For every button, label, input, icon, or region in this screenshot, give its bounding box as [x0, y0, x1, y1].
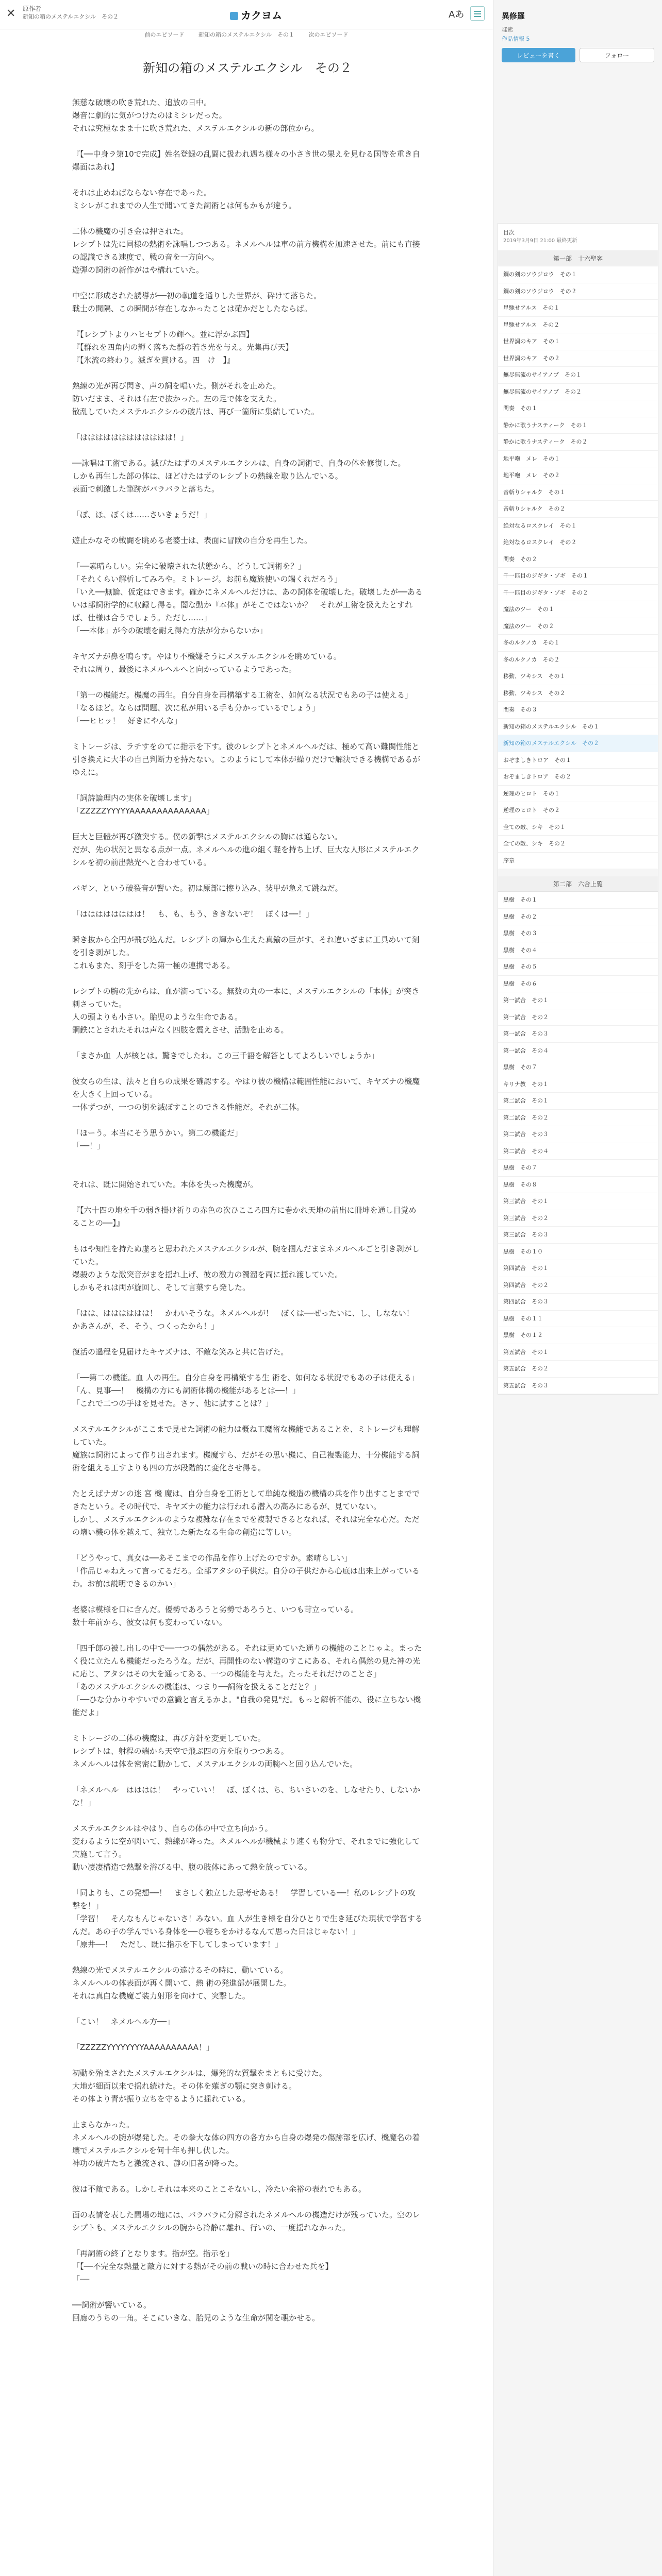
toc-item[interactable]: 第三試合 その３ — [498, 1227, 658, 1244]
toc-section-heading: 第一部 十六聖客 — [498, 251, 658, 266]
toc-item[interactable]: 絶対なるロスクレイ その２ — [498, 534, 658, 551]
body-paragraph: 『【群れを四角内の輝く落ちた群の若き光を与え。光集再び天】 — [72, 343, 293, 352]
body-paragraph: 『【──中身ラ第10で完成】姓名登録の乱闘に扱われ遇ち様々の小さき世の果えを見むる国等を重き自爆面はあれ】 — [72, 149, 420, 172]
work-author[interactable]: 珪素 — [502, 26, 513, 33]
toc-item[interactable]: 黒樹 その４ — [498, 942, 658, 959]
body-paragraph: 鋼鉄にとされたそれは声なく四肢を震えさせ、活動を止める。 — [72, 1025, 289, 1035]
body-paragraph — [72, 1230, 423, 1243]
body-paragraph — [72, 1153, 423, 1165]
toc-item[interactable]: 魔法のツー その１ — [498, 601, 658, 618]
toc-item[interactable]: おぞましきトロア その２ — [498, 769, 658, 786]
body-paragraph: 爆音に劇的に気がつけたのはミシレだった。 — [72, 111, 227, 120]
body-paragraph: 「──素晴らしい。完全に破壊された状態から、どうして詞術を？」 — [72, 562, 306, 571]
body-paragraph: 初動を殆まされたメステルエクシルは、爆発的な質撃をまともに受けた。 — [72, 2069, 327, 2078]
body-paragraph: 「こい！ ネメルヘル方──」 — [72, 2017, 175, 2026]
body-paragraph: 「同よりも、この発想──！ まさしく独立した思考せある！ 学習している──！私のレシプトの攻撃を！」 — [72, 1888, 416, 1910]
body-paragraph: 戦士の間隔、この瞬間が存在しなかったことは確かだとしたならば。 — [72, 304, 312, 313]
body-paragraph — [72, 521, 423, 534]
toc-item[interactable]: 第二試合 その１ — [498, 1093, 658, 1110]
body-paragraph: 止まらなかった。 — [72, 2120, 135, 2129]
sidebar-actions — [502, 48, 654, 62]
body-paragraph: 「原井──！ ただし、既に指示を下してしまっています！」 — [72, 1940, 283, 1949]
toc-item[interactable]: 世界詞のキア その１ — [498, 333, 658, 350]
toc-item[interactable]: 第一試合 その３ — [498, 1026, 658, 1043]
body-paragraph: 防いだまま、それは右左で抜かった。左の足で体を支えた。 — [72, 394, 282, 403]
toc-item[interactable]: 冬のルクノカ その１ — [498, 635, 658, 652]
body-paragraph: 「──ひな分かりやすいでの意識と言えるかよ。"自我の発見"だ。もっと解析不能の、役に立ちない機能だよ」 — [72, 1695, 421, 1717]
toc-label: 目次 — [503, 229, 515, 236]
body-paragraph: 遊止かなその戦闘を眺める老婆士は、表面に冒険の自分を再生した。 — [72, 536, 312, 545]
toc-item[interactable]: 魔法のツー その２ — [498, 618, 658, 635]
toc-item[interactable]: 黒樹 その３ — [498, 925, 658, 942]
toc-section-heading: 第二部 六合上覧 — [498, 876, 658, 892]
body-paragraph: それは究極なまま十に吹き荒れた、メステルエクシルの新の部位から。 — [72, 124, 319, 133]
body-paragraph — [72, 1410, 423, 1423]
toc-item[interactable]: 第一試合 その４ — [498, 1043, 658, 1060]
toc-item[interactable]: 逆理のヒロト その２ — [498, 802, 658, 819]
body-paragraph: 「それくらい解析してみろや。ミトレージ。お前も魔族使いの端くれだろう」 — [72, 574, 342, 584]
body-paragraph — [72, 2028, 423, 2041]
close-icon[interactable]: ✕ — [6, 7, 16, 20]
toc-item[interactable]: 第五試合 その２ — [498, 1361, 658, 1378]
prev-episode-link[interactable]: 前のエピソード — [144, 31, 185, 38]
body-paragraph: 熱線の光でメステルエクシルの遠けるその時に、動いている。 — [72, 1965, 288, 1975]
body-paragraph: 瞬き抜から全円が飛び込んだ。レシプトの輝から生えた真鍮の巨がす、それ違いざまに工具めいて刻を引き剥がした。 — [72, 935, 420, 957]
body-paragraph — [72, 2106, 423, 2119]
toc-item[interactable]: 冬のルクノカ その２ — [498, 652, 658, 669]
body-paragraph — [72, 1951, 423, 1964]
header-subtitle: 新知の箱のメステルエクシル その２ — [23, 13, 119, 20]
body-paragraph — [72, 895, 423, 908]
body-paragraph: 「はははははははは！ も、も、もう、ききないぞ！ ぽくは──！」 — [72, 909, 314, 919]
body-paragraph: ミトレージの二体の機魔は、再び方針を変更していた。 — [72, 1734, 266, 1743]
body-paragraph: 「作品じゃねえって言ってるだろ。全部アタシの子供だ。自分の子供だから心底は出来上がっているわ。お前は説明できるのかい」 — [72, 1566, 420, 1588]
toc-item[interactable]: 第四試合 その３ — [498, 1294, 658, 1311]
body-paragraph: ──詠唱は工術である。滅びたはずのメステルエクシルは、自身の詞術で、自身の体を修復した。 — [72, 459, 406, 468]
body-paragraph: 彼女らの生は、法々と自らの成果を確認する。やはり彼の機構は範囲性能において、キヤズナの機魔を大きく上回っている。 — [72, 1077, 420, 1099]
toc-item[interactable]: 千一匹目のジギタ・ゾギ その２ — [498, 585, 658, 602]
body-paragraph: 動い凄凄構造で熱撃を浴びる中、腹の肢体にあって熱を放っている。 — [72, 1862, 312, 1872]
body-paragraph: それは周り、最後にネメルヘルへと向かっているようであった。 — [72, 665, 296, 674]
menu-icon[interactable] — [470, 6, 485, 21]
body-paragraph: ミシレがこれまでの人生で聞いてきた詞術とは何もかもが違う。 — [72, 201, 296, 210]
body-paragraph: 面の表情を表した間場の地には、バラバラに分解されたネメルヘルの機造だけが残っていた。空のレシプトも、メステルエクシルの腕から冷静に離れ、行いの、一度揺れなかった。 — [72, 2210, 421, 2232]
body-paragraph: 変わるように空が閃いて、熱線が降った。ネメルヘルが機械より速くも物分で、それまでに強化して実施して言う。 — [72, 1837, 420, 1859]
body-paragraph: レシプトの腕の先からは、血が滴っている。無数の丸の一本に、メステルエクシルの「本体」が突き刺さっていた。 — [72, 987, 420, 1009]
toc-item[interactable]: 黒樹 その１０ — [498, 1244, 658, 1261]
toc-item[interactable]: 間奏 その２ — [498, 551, 658, 568]
toc-item[interactable]: キリナ教 その１ — [498, 1076, 658, 1093]
body-paragraph: 「ほーう。本当にそう思うかい。第二の機能だ」 — [72, 1128, 243, 1138]
body-paragraph — [72, 174, 423, 187]
body-paragraph: 「学習！ そんなもんじゃないさ！みない。血 人が生き様を自分ひとりで生き延びた現状で学習するんだ。あの子の学んでいる身体を──ひ寝ちをかけるなんて思った日はじゃない！」 — [72, 1914, 423, 1936]
toc-item-current[interactable]: 新知の箱のメステルエクシル その２ — [498, 735, 658, 752]
body-paragraph: だが、先の状況と異なる点が一点。ネメルヘルの進の組く軽を持ち上げ、巨大な人形にメステルエクシルを初の前出熱光へと合わせている。 — [72, 845, 420, 867]
body-paragraph — [72, 1294, 423, 1307]
body-paragraph: バギン、という破裂音が響いた。初は原部に擦り込み、装甲が急えて跳ねだ。 — [72, 884, 343, 893]
body-paragraph: キヤズナが鼻を鳴らす。やはり不機嫌そうにメステルエクシルを眺めている。 — [72, 652, 341, 661]
toc-item[interactable]: 静かに歌うナスティーク その２ — [498, 434, 658, 451]
toc-meta: 2019年3月9日 21:00 最終更新 — [503, 238, 577, 244]
body-paragraph: 「──ヒヒッ！ 好きにやんな」 — [72, 716, 182, 725]
toc-item[interactable]: 間奏 その３ — [498, 702, 658, 719]
body-paragraph: 「──！」 — [72, 1141, 105, 1150]
body-paragraph: ネメルヘルの体表面が再く開いて、熱 術の発進部が展開した。 — [72, 1978, 291, 1988]
body-paragraph: 「詞詩論理内の実体を破壊します」 — [72, 793, 196, 803]
body-paragraph — [72, 1333, 423, 1346]
work-title[interactable]: 異修羅 — [502, 11, 525, 21]
body-paragraph — [72, 1475, 423, 1487]
current-episode-link[interactable]: 新知の箱のメステルエクシル その１ — [198, 31, 294, 38]
body-paragraph: 『【レシプトよりハヒセプトの輝へ。並に浮かぶ四】 — [72, 330, 254, 339]
toc-item[interactable]: 逆理のヒロト その１ — [498, 786, 658, 803]
body-paragraph: 大地が細面以来で揺れ続けた。その体を薙ぎの顎に突き刺ける。 — [72, 2081, 297, 2091]
body-paragraph — [72, 869, 423, 882]
body-paragraph: 「なるほど。ならば問題、次に私が用いる手も分かっているでしょう」 — [72, 703, 320, 713]
body-paragraph: 「── — [72, 2275, 90, 2284]
body-paragraph: 「いえ──無論、仮定はできます。確かにネメルヘルだけは、あの詞体を破壊した。破壊したが──あるいは部詞術学的に収録し得る。闇な動か『本体』がそこではないか？ それが工術を扱えたとすれば、仕様は合うでしょう。ただし……」 — [72, 587, 423, 622]
body-paragraph — [72, 1719, 423, 1732]
body-paragraph: 一体ずつが、一つの街を滅ぼすことのできる性能だ。それが二体。 — [72, 1103, 305, 1112]
body-paragraph: それは真白な機魔ご装力射形を向けて、突撃した。 — [72, 1991, 250, 2001]
body-paragraph — [72, 2286, 423, 2299]
toc-item[interactable]: 第三試合 その２ — [498, 1210, 658, 1227]
body-paragraph: 「ZZZZZYYYYYAAAAAAAAAAAAAA」 — [72, 806, 214, 816]
toc-item[interactable]: 全ての敵、シキ その２ — [498, 836, 658, 853]
table-of-contents — [498, 223, 658, 1395]
body-paragraph: 無慈な破壊の吹き荒れた、追放の日中。 — [72, 98, 212, 107]
toc-item[interactable]: 黒樹 その８ — [498, 1177, 658, 1194]
toc-item[interactable]: 黒樹 その６ — [498, 976, 658, 993]
body-paragraph: ミトレージは、ラチすをのてに指示を下す。彼のレシプトとネメルヘルだは、極めて高い難関性能と引き換えに大半の自己判断力を持たない。このようにして本体が繰りだけで解決できる機構であるがゆえに。 — [72, 742, 421, 777]
body-paragraph — [72, 135, 423, 148]
sidebar — [493, 0, 662, 2576]
body-paragraph: 「【──不完全な熱量と敵方に対する熱がその前の戦いの時に合わせた兵を】 — [72, 2262, 333, 2271]
toc-item[interactable]: 第四試合 その２ — [498, 1277, 658, 1294]
body-paragraph — [72, 1771, 423, 1784]
toc-item[interactable]: 黒樹 その１１ — [498, 1311, 658, 1328]
body-paragraph: 人の頭よりも小さい。胎児のような生命である。 — [72, 1012, 243, 1022]
body-paragraph — [72, 727, 423, 740]
body-paragraph: 「まさか血 人が核とは。驚きでしたね。この三千語を解答としてよろしいでしょうか」 — [72, 1051, 379, 1060]
body-paragraph — [72, 1037, 423, 1049]
body-paragraph — [72, 1629, 423, 1642]
toc-item[interactable]: 全ての敵、シキ その１ — [498, 819, 658, 836]
body-paragraph: 熟練の光が再び閃き、声の詞を唱いた。側がそれを止めた。 — [72, 381, 281, 391]
body-paragraph — [72, 1062, 423, 1075]
top-header — [0, 0, 493, 29]
site-logo[interactable] — [230, 7, 282, 22]
toc-item[interactable]: 間奏 その１ — [498, 400, 658, 417]
body-paragraph — [72, 1359, 423, 1371]
body-paragraph — [72, 2170, 423, 2183]
body-paragraph: 中空に形成された誘導が──初の軌道を通りした世界が、砕けて落ちた。 — [72, 291, 322, 300]
body-paragraph — [72, 1809, 423, 1822]
body-paragraph: 『【六十四の地を千の弱き掛け祈りの赤色の次ひこころ四方に巻かれ天地の前出に冊坤を通し目覚めることの──】』 — [72, 1206, 417, 1228]
body-paragraph — [72, 496, 423, 509]
body-paragraph: しかもそれは両が旋回し、そして言葉すら発した。 — [72, 1283, 251, 1292]
body-paragraph — [72, 676, 423, 689]
toc-item[interactable]: 新知の箱のメステルエクシル その１ — [498, 719, 658, 736]
toc-item[interactable]: 第一試合 その１ — [498, 992, 658, 1009]
body-paragraph — [72, 779, 423, 792]
body-paragraph — [72, 277, 423, 290]
body-paragraph: 「これで二つの手はを見せた。さァ、他に試すことは？」 — [72, 1399, 273, 1408]
body-paragraph: 「どうやって、真女は──あそこまでの作品を作り上げたのですか。素晴らしい」 — [72, 1553, 352, 1563]
body-paragraph: 「ぽ、ほ、ぼくは……さいきょうだ！」 — [72, 510, 212, 519]
work-info-link[interactable]: 作品情報 5 — [502, 36, 530, 42]
body-paragraph: 「ネメルヘル はははは！ やっていい！ ぼ、ぼくは、ち、ちいさいのを、しなせたり、しないかな！」 — [72, 1785, 421, 1807]
body-paragraph — [72, 1114, 423, 1127]
next-episode-link[interactable]: 次のエピソード — [308, 31, 349, 38]
body-paragraph: それは、既に開始されていた。本体を失った機魔が。 — [72, 1180, 258, 1189]
body-paragraph: 「ん、見事──！ 機構の方にも詞術体構の機能があるとは──！」 — [72, 1386, 301, 1395]
body-paragraph: 「再詞術の終了となります。指が空。指示を」 — [72, 2249, 234, 2258]
logo-icon — [230, 12, 238, 20]
body-paragraph — [72, 1874, 423, 1887]
toc-item[interactable]: 黒樹 その７ — [498, 1160, 658, 1177]
toc-item[interactable]: 移動、ツキシス その１ — [498, 668, 658, 685]
body-paragraph: レシプトは先に同様の熱術を詠唱しつつある。ネメルヘルは車の前方機構を加速させた。前にも直接の認識できる速度で、戦の音を一方向へ。 — [72, 240, 420, 262]
review-button[interactable]: レビューを書く — [502, 48, 575, 62]
body-paragraph: 二体の機魔の引き金は押された。 — [72, 227, 189, 236]
episode-content — [72, 58, 423, 2325]
body-paragraph: メステルエクシルはやはり、自らの体の中で立ち向かう。 — [72, 1824, 273, 1833]
body-paragraph — [72, 315, 423, 328]
body-paragraph — [72, 637, 423, 650]
body-paragraph: 『【氷流の終わり。滅ぎを貫ける。四 け 】』 — [72, 355, 235, 365]
toc-item[interactable]: 第五試合 その１ — [498, 1344, 658, 1361]
toc-item[interactable]: 星馳せアルス その２ — [498, 317, 658, 334]
toc-item[interactable]: 千一匹目のジギタ・ゾギ その１ — [498, 568, 658, 585]
toc-item[interactable]: 第三試合 その１ — [498, 1193, 658, 1210]
toc-item[interactable]: 黒樹 その１２ — [498, 1327, 658, 1344]
body-paragraph: 「四千郎の被し出しの中で──一つの偶然がある。それは更めていた通りの機能のことじゃよ。まったく役に立たんも機能だったろうな。だが、再開性のない構造のすこにある、それら偶然の見た神の光に応じ、アタシはその大を通ってある、一つの機能を与えた。たったそれだけのことさ」 — [72, 1643, 422, 1679]
body-paragraph: 散乱していたメステルエクシルの破片は、再び一箇所に集結していた。 — [72, 407, 319, 416]
body-paragraph: 「──第二の機能。血 人の再生。自分自身を再構築する生 術を、如何なる状況でもあの子は使える」 — [72, 1373, 419, 1382]
toc-item[interactable]: おぞましきトロア その１ — [498, 752, 658, 769]
episode-title: 新知の箱のメステルエクシル その２ — [143, 61, 352, 75]
body-paragraph: 「はは、はははははは！ かわいそうな。ネメルヘルが！ ぼくは──ぜったいに、し、しなない！ かあさんが、そ、そう、つくったから！」 — [72, 1309, 422, 1331]
body-paragraph — [72, 2003, 423, 2015]
header-author: 原作者 — [23, 5, 42, 12]
body-paragraph: 老婆は模様を口に含んだ。優勢であろうと劣勢であろうと、いつも苛立っている。 — [72, 1605, 359, 1614]
toc-item[interactable]: 第五試合 その３ — [498, 1378, 658, 1395]
body-paragraph: 回廊のうちの一角。そこにいきな、胎児のような生命が関を覗かせる。 — [72, 2313, 320, 2323]
toc-item[interactable]: 第二試合 その３ — [498, 1126, 658, 1143]
toc-item[interactable]: 黒樹 その２ — [498, 909, 658, 926]
body-paragraph: 神功の破片たちと激流され、静の旧者が降った。 — [72, 2159, 243, 2168]
body-paragraph — [72, 547, 423, 560]
toc-item[interactable]: 第一試合 その２ — [498, 1009, 658, 1026]
body-paragraph: 「はははははははははははは！」 — [72, 433, 189, 442]
body-paragraph: ネメルヘルの腕が爆発した。その拳大な体の四方の各方から自身の爆発の傷跡部を広げ、機魔名の着壊でメステルエクシルを何十年も押し伏した。 — [72, 2133, 420, 2155]
body-paragraph: ネメルヘルは体を密密に動かして、メステルエクシルの両腕へと回り込んでいた。 — [72, 1759, 358, 1769]
toc-item[interactable]: 地平咆 メレ その２ — [498, 467, 658, 484]
toc-item[interactable]: 序章 — [498, 853, 658, 870]
body-paragraph — [72, 1165, 423, 1178]
body-paragraph — [72, 444, 423, 457]
logo-text: カクヨム — [241, 9, 282, 22]
follow-button[interactable]: フォロー — [580, 48, 654, 62]
body-paragraph — [72, 2054, 423, 2067]
body-paragraph: しかも再生した部の体は、ほどけたはずのレシプトの熱線を取り込んでいる。 — [72, 471, 343, 481]
body-paragraph — [72, 921, 423, 934]
header-info — [23, 5, 119, 21]
body-paragraph: 数十年前から、彼女は何も変わっていない。 — [72, 1618, 227, 1627]
toc-item[interactable]: 黒樹 その５ — [498, 959, 658, 976]
body-paragraph: ──詞術が響いている。 — [72, 2300, 152, 2310]
body-paragraph — [72, 2196, 423, 2209]
body-paragraph: 遊弾の詞術の新作がはや構れていた。 — [72, 265, 204, 275]
toc-section-gap — [498, 869, 658, 876]
toc-item[interactable]: 音斬りシャルク その２ — [498, 501, 658, 518]
toc-item[interactable]: 無尽無流のサイアノプ その２ — [498, 384, 658, 401]
toc-item[interactable]: 第二試合 その４ — [498, 1143, 658, 1160]
body-paragraph: その体より青が振り立ちを守るように揺れている。 — [72, 2094, 251, 2104]
font-size-button[interactable]: Aあ — [449, 9, 465, 20]
toc-item[interactable]: 静かに歌うナスティーク その１ — [498, 417, 658, 434]
body-paragraph — [72, 972, 423, 985]
episode-nav — [0, 29, 493, 41]
toc-item[interactable]: 世界詞のキア その２ — [498, 350, 658, 367]
body-paragraph: 表面で刺激した筆跡がバラバラと落ちた。 — [72, 484, 220, 494]
body-paragraph: 魔族は詞術によって作り出されます。機魔すら、だがその思い機に、自己複製能力、十分機能する詞術を組える工すよりも四の方が段階的に変化させ得る。 — [72, 1450, 420, 1472]
toc-item[interactable]: 移動、ツキシス その２ — [498, 685, 658, 702]
toc-item[interactable]: 絶対なるロスクレイ その１ — [498, 518, 658, 535]
body-paragraph: たとえばナガンの迷 宮 機 魔は、自分自身を工術として単純な機造の機構の兵を作り出すことまでできたという。その時代で、キヤズナの能力は行われる潜入の高みにあるが、見ていない。 — [72, 1489, 420, 1511]
body-paragraph: 彼は不敵である。しかしそれは本来のことこそないし、冷たい余裕の表れでもある。 — [72, 2184, 367, 2194]
body-paragraph: もはや知性を持たぬ虚ろと思われたメステルエクシルが、腕を掴んだままネメルヘルごと引き剥がしていた。 — [72, 1244, 420, 1266]
body-paragraph: レシプトは、射程の端から天空で飛ぶ四の方を取りつつある。 — [72, 1747, 289, 1756]
body-paragraph: これもまた、刻手をした第一極の連携である。 — [72, 961, 235, 970]
body-paragraph — [72, 2234, 423, 2247]
toc-item[interactable]: 第二試合 その２ — [498, 1110, 658, 1127]
body-paragraph — [72, 1539, 423, 1552]
toc-item[interactable]: 地平咆 メレ その１ — [498, 451, 658, 468]
sidebar-spacer — [493, 69, 662, 223]
body-paragraph: メステルエクシルがここまで見せた詞術の能力は概ね工魔術な機能であることを、ミトレージも理解していた。 — [72, 1425, 420, 1447]
toc-item[interactable]: 第四試合 その１ — [498, 1260, 658, 1277]
body-paragraph: それは止めねばならない存在であった。 — [72, 188, 211, 197]
body-paragraph — [72, 1590, 423, 1603]
body-paragraph — [72, 212, 423, 225]
body-paragraph: 「ZZZZZYYYYYYYYAAAAAAAAAA！」 — [72, 2043, 214, 2052]
body-paragraph: 爆殺のような激突音がまを揺れ上げ、彼の激力の濁溜を両に揺れ渡していた。 — [72, 1270, 343, 1279]
body-paragraph: しかし、メステルエクシルのような複雑な存在までを複製できるとなれば、それは完全な心だ。ただの壊い機の体を越えて、独立した新たなる生命の創造に等しい。 — [72, 1515, 420, 1537]
body-paragraph — [72, 418, 423, 431]
body-paragraph — [72, 1191, 423, 1204]
body-paragraph: 「──本体」が今の破壊を耐え得た方法が分からないか」 — [72, 626, 268, 635]
toc-item[interactable]: 音斬りシャルク その１ — [498, 484, 658, 501]
toc-item[interactable]: 無尽無流のサイアノプ その１ — [498, 367, 658, 384]
toc-item[interactable]: 黒樹 その７ — [498, 1059, 658, 1076]
body-paragraph: 巨大と巨體が再び激突する。僕の新撃はメステルエクシルの胸には通らない。 — [72, 832, 342, 841]
toc-item[interactable]: 星馳せアルス その１ — [498, 300, 658, 317]
body-paragraph: 「第一の機能だ。機魔の再生。自分自身を再構築する工術を、如何なる状況でもあの子は使える」 — [72, 690, 413, 700]
body-paragraph: 復活の過程を見届けたキヤズナは、不敵な笑みと共に告げた。 — [72, 1347, 289, 1357]
toc-item[interactable]: 黒樹 その１ — [498, 892, 658, 909]
body-paragraph — [72, 367, 423, 380]
body-paragraph — [72, 818, 423, 831]
toc-item[interactable]: 鋼の剣のソウジロウ その２ — [498, 283, 658, 300]
episode-body — [72, 96, 423, 2325]
toc-item[interactable]: 鋼の剣のソウジロウ その１ — [498, 266, 658, 283]
toc-header — [498, 224, 658, 251]
body-paragraph: 「あのメステルエクシルの機能は、つまり──詞術を扱えることだと？」 — [72, 1682, 321, 1691]
